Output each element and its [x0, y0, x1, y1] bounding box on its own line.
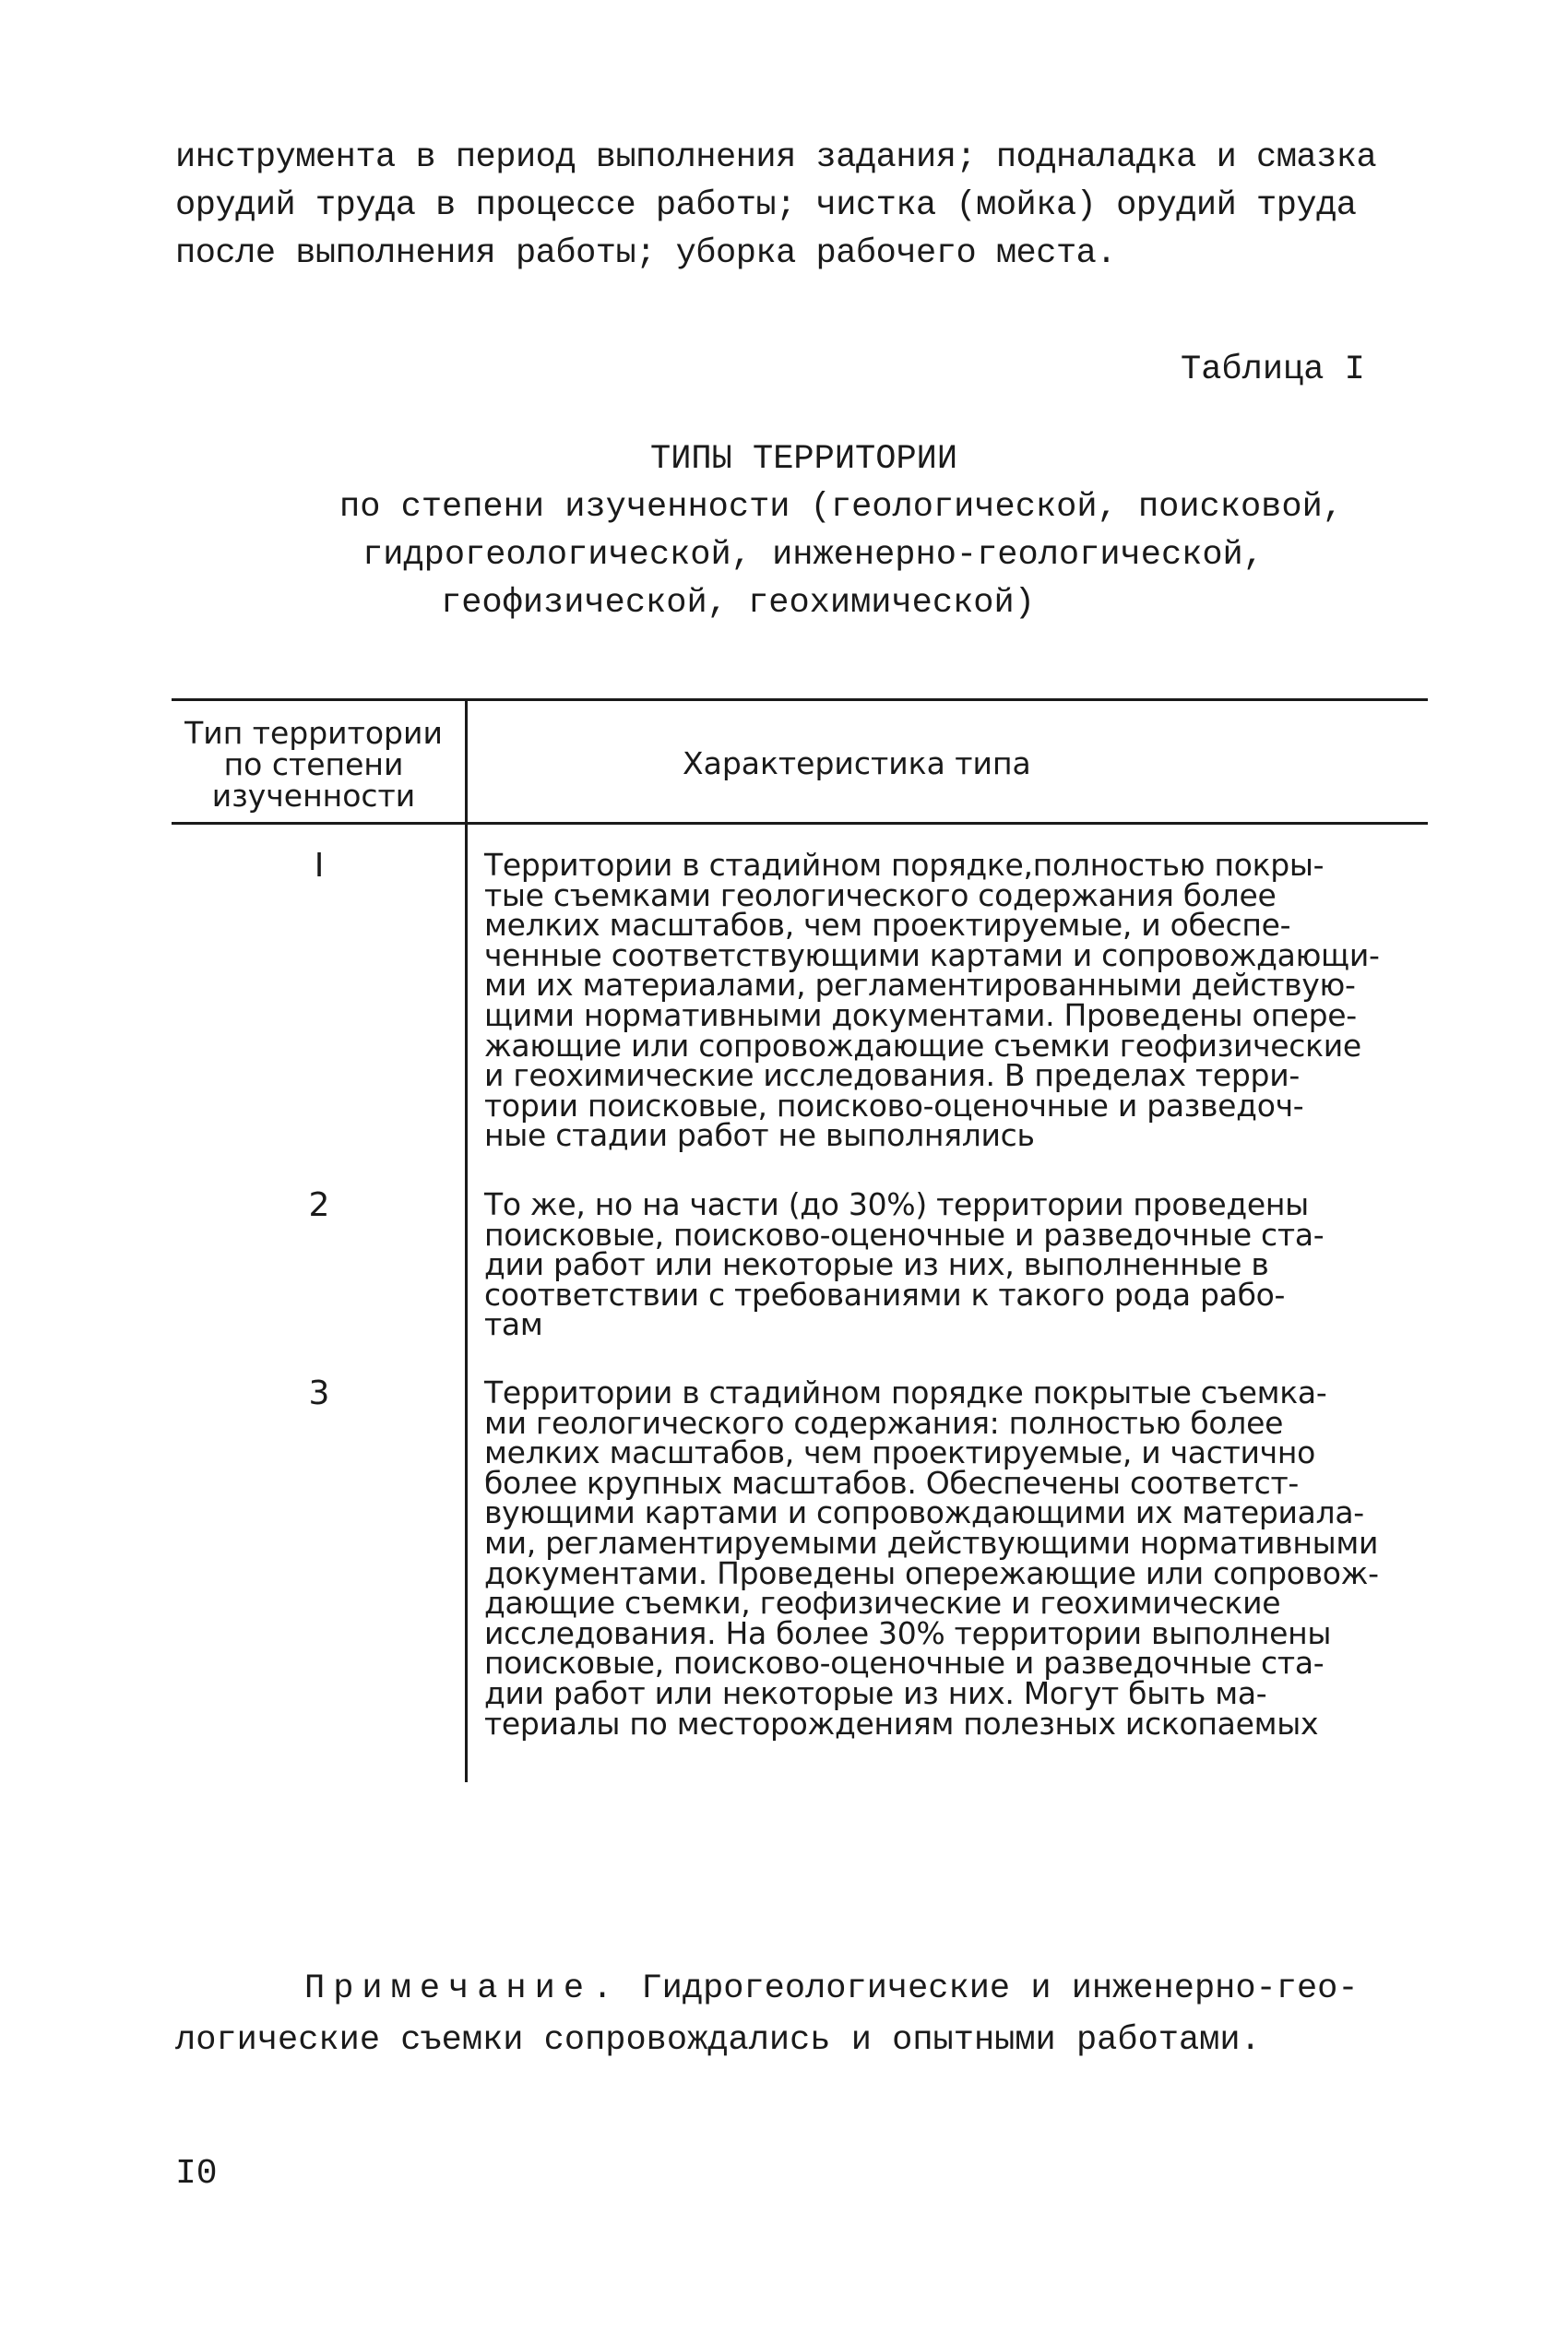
text-line: мелких масштабов, чем проектируемые, и обеспе-	[484, 907, 1291, 944]
note-paragraph	[175, 1963, 1402, 2066]
column-header-type-line: изученности	[211, 778, 416, 814]
table-row-characteristic	[484, 1186, 1416, 1343]
table-row-characteristic	[484, 847, 1416, 1154]
text-line: поисковые, поисково-оценочные и разведочные ста-	[484, 1216, 1324, 1253]
column-header-type-line: Тип территории	[184, 715, 443, 751]
text-line: Территории в стадийном порядке,полностью покры-	[484, 847, 1324, 883]
text-line: То же, но на части (до 30%) территории проведены	[484, 1186, 1309, 1222]
table-row-type: I	[314, 847, 325, 885]
text-line: тые съемками геологического содержания более	[484, 876, 1277, 913]
text-line: ми, регламентируемыми действующими нормативными	[484, 1524, 1379, 1561]
column-header-characteristic: Характеристика типа	[683, 745, 1031, 781]
text-line: дии работ или некоторые из них. Могут быть ма-	[484, 1674, 1267, 1711]
intro-line: после выполнения работы; уборка рабочего места.	[175, 234, 1117, 273]
table-title-main: ТИПЫ ТЕРРИТОРИИ	[650, 440, 958, 479]
table-title-line: по степени изученности (геологической, поисковой,	[339, 488, 1343, 527]
table-row-characteristic	[484, 1374, 1416, 1742]
text-line: вующими картами и сопровождающими их материала-	[484, 1494, 1364, 1531]
table-title-line: геофизической, геохимической)	[441, 584, 1035, 623]
table-column-divider	[465, 698, 468, 1782]
text-line: щими нормативными документами. Проведены опере-	[484, 996, 1357, 1033]
text-line: Территории в стадийном порядке покрытые съемка-	[484, 1374, 1327, 1410]
text-line: ные стадии работ не выполнялись	[484, 1117, 1035, 1154]
text-line: жающие или сопровождающие съемки геофизические	[484, 1027, 1361, 1064]
text-line: документами. Проведены опережающие или сопровож-	[484, 1554, 1379, 1591]
text-line: более крупных масштабов. Обеспечены соответст-	[484, 1464, 1300, 1501]
note-line: логические съемки сопровождались и опытными работами.	[175, 2021, 1261, 2060]
text-line: там	[484, 1306, 543, 1343]
text-line: тории поисковые, поисково-оценочные и разведоч-	[484, 1087, 1304, 1124]
text-line: и геохимические исследования. В пределах терри-	[484, 1057, 1300, 1094]
table-title-line: гидрогеологической, инженерно-геологической,	[362, 536, 1264, 575]
table-label: Таблица I	[1181, 351, 1365, 389]
note-text: Гидрогеологические и инженерно-гео-	[621, 1969, 1359, 2008]
column-header-type	[166, 715, 461, 814]
text-line: ченные соответствующими картами и сопровождающи-	[484, 936, 1380, 973]
text-line: исследования. На более 30% территории выполнены	[484, 1614, 1332, 1651]
table-row-type: 3	[308, 1374, 330, 1412]
text-line: мелких масштабов, чем проектируемые, и частично	[484, 1434, 1316, 1471]
text-line: ми геологического содержания: полностью более	[484, 1404, 1284, 1441]
note-label: Примечание.	[304, 1969, 622, 2008]
text-line: поисковые, поисково-оценочные и разведочные ста-	[484, 1645, 1324, 1682]
column-header-type-line: по степени	[223, 746, 404, 782]
table-top-rule	[172, 698, 1428, 701]
intro-line: орудий труда в процессе работы; чистка (мойка) орудий труда	[175, 186, 1357, 225]
table-header-rule	[172, 822, 1428, 825]
table-row-type: 2	[308, 1186, 330, 1224]
text-line: териалы по месторождениям полезных ископаемых	[484, 1705, 1319, 1742]
text-line: дии работ или некоторые из них, выполненные в	[484, 1246, 1269, 1283]
text-line: ми их материалами, регламентированными действую-	[484, 967, 1356, 1004]
intro-paragraph	[175, 134, 1393, 278]
note-line	[175, 1963, 1402, 2015]
page-number: I0	[175, 2154, 218, 2194]
text-line: дающие съемки, геофизические и геохимические	[484, 1585, 1281, 1622]
intro-line: инструмента в период выполнения задания; подналадка и смазка	[175, 138, 1377, 177]
text-line: соответствии с требованиями к такого рода рабо-	[484, 1276, 1286, 1313]
